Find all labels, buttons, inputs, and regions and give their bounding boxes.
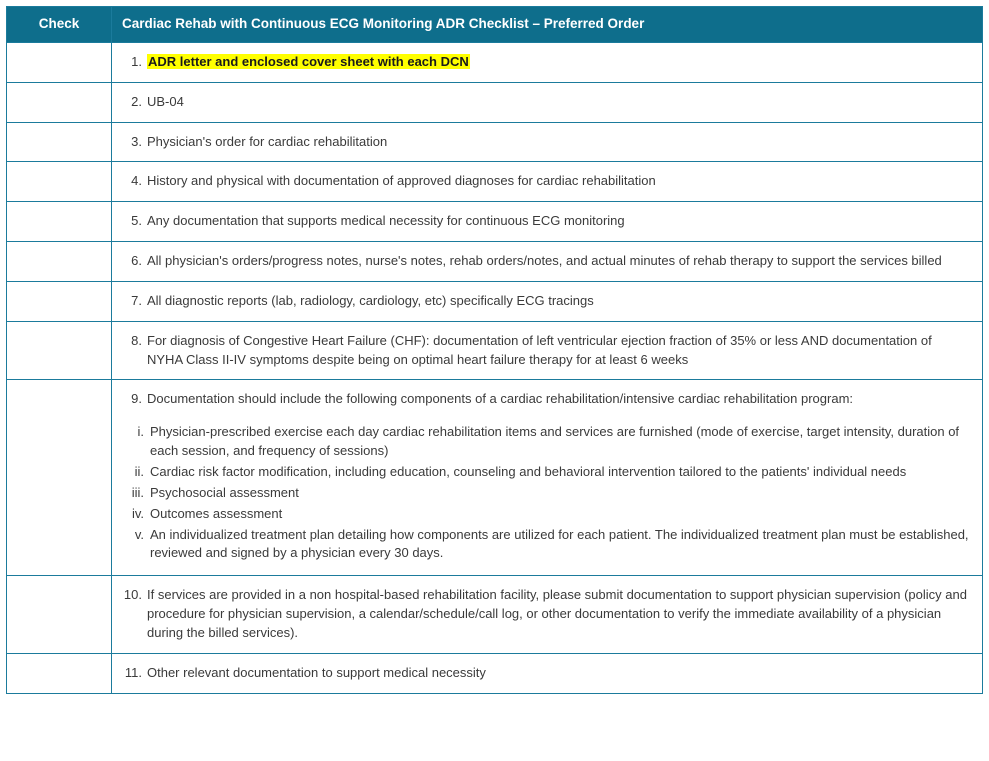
table-row xyxy=(7,576,983,654)
checklist-check-cell[interactable] xyxy=(7,42,112,82)
checklist-item-text-wrap xyxy=(147,332,970,370)
checklist-item-text: Documentation should include the following components of a cardiac rehabilitation/intensive cardiac rehabilitation program: xyxy=(147,391,854,407)
checklist-item-text: History and physical with documentation of approved diagnoses for cardiac rehabilitation xyxy=(147,173,656,189)
table-row xyxy=(7,242,983,282)
checklist-item-text-wrap xyxy=(147,172,970,191)
checklist-check-cell[interactable] xyxy=(7,122,112,162)
checklist-item-text-wrap xyxy=(147,133,970,152)
checklist-item-line xyxy=(122,664,970,683)
checklist-subitem-text: Physician-prescribed exercise each day cardiac rehabilitation items and services are furnished (mode of exercise, target intensity, duration of each session, and frequency of sessions) xyxy=(150,424,960,459)
checklist-item-number: 1. xyxy=(131,53,142,69)
table-row xyxy=(7,162,983,202)
checklist-item-text: All physician's orders/progress notes, nurse's notes, rehab orders/notes, and actual minutes of rehab therapy to support the services billed xyxy=(147,253,942,269)
checklist-check-cell[interactable] xyxy=(7,242,112,282)
checklist-subitem-text: Cardiac risk factor modification, including education, counseling and behavioral intervention tailored to the patients' individual needs xyxy=(150,464,907,479)
checklist-item-cell xyxy=(112,42,983,82)
checklist-item-cell xyxy=(112,242,983,282)
checklist-item-number: 8. xyxy=(131,332,142,348)
checklist-subitem-marker: v. xyxy=(134,526,144,542)
adr-checklist-table xyxy=(6,6,983,694)
checklist-item-cell xyxy=(112,162,983,202)
checklist-check-cell[interactable] xyxy=(7,202,112,242)
checklist-item-line xyxy=(122,252,970,271)
checklist-item-line xyxy=(122,212,970,231)
table-header xyxy=(7,7,983,43)
checklist-check-cell[interactable] xyxy=(7,576,112,654)
checklist-item-line xyxy=(122,586,970,643)
checklist-subitem-marker: iv. xyxy=(131,505,144,521)
checklist-item-cell xyxy=(112,281,983,321)
checklist-item-number: 6. xyxy=(131,253,142,269)
checklist-item-text-wrap xyxy=(147,53,970,72)
checklist-item-text: Any documentation that supports medical necessity for continuous ECG monitoring xyxy=(147,213,625,229)
checklist-check-cell[interactable] xyxy=(7,653,112,693)
checklist-item-line xyxy=(122,133,970,152)
checklist-item-cell xyxy=(112,82,983,122)
checklist-item-text-wrap xyxy=(147,252,970,271)
checklist-item-text: Other relevant documentation to support medical necessity xyxy=(147,664,486,680)
table-body xyxy=(7,42,983,693)
checklist-item-cell xyxy=(112,321,983,380)
checklist-item-text-wrap xyxy=(147,292,970,311)
checklist-check-cell[interactable] xyxy=(7,321,112,380)
checklist-item-text: Physician's order for cardiac rehabilitation xyxy=(147,133,388,149)
checklist-item-number: 3. xyxy=(131,133,142,149)
checklist-item-number: 4. xyxy=(131,173,142,189)
checklist-subitem-marker: i. xyxy=(137,424,144,440)
checklist-item-cell xyxy=(112,576,983,654)
checklist-item-line xyxy=(122,53,970,72)
checklist-item-line xyxy=(122,332,970,370)
table-row xyxy=(7,281,983,321)
list-item xyxy=(122,484,970,503)
header-row xyxy=(7,7,983,43)
checklist-item-text-wrap xyxy=(147,664,970,683)
checklist-check-cell[interactable] xyxy=(7,162,112,202)
checklist-item-text: If services are provided in a non hospital-based rehabilitation facility, please submit documentation to support physician supervision (policy and procedure for physician supervision, a calendar/schedule/call log, or other documentation to verify the immediate availability of a physician during the billed services). xyxy=(147,587,967,640)
checklist-item-cell xyxy=(112,653,983,693)
checklist-item-number: 10. xyxy=(123,587,142,603)
checklist-subitem-text: Psychosocial assessment xyxy=(150,484,299,500)
checklist-item-number: 5. xyxy=(131,213,142,229)
list-item xyxy=(122,505,970,524)
column-header-title: Cardiac Rehab with Continuous ECG Monitoring ADR Checklist – Preferred Order xyxy=(112,7,983,43)
checklist-item-number: 2. xyxy=(131,93,142,109)
table-row xyxy=(7,321,983,380)
checklist-item-text-wrap xyxy=(147,93,970,112)
checklist-subitem-text: Outcomes assessment xyxy=(150,505,283,521)
checklist-item-number: 9. xyxy=(131,391,142,407)
checklist-item-cell xyxy=(112,202,983,242)
checklist-item-number: 7. xyxy=(131,292,142,308)
checklist-item-number: 11. xyxy=(124,664,142,680)
list-item xyxy=(122,463,970,482)
checklist-item-line xyxy=(122,390,970,409)
table-row xyxy=(7,122,983,162)
checklist-item-line xyxy=(122,172,970,191)
checklist-subitem-text: An individualized treatment plan detailing how components are utilized for each patient. The individualized treatment plan must be established, reviewed and signed by a physician every 30 days. xyxy=(150,526,969,561)
checklist-check-cell[interactable] xyxy=(7,380,112,576)
checklist-item-text: For diagnosis of Congestive Heart Failure (CHF): documentation of left ventricular ejection fraction of 35% or less AND documentation of NYHA Class II-IV symptoms despite being on optimal heart failure therapy for at least 6 weeks xyxy=(147,332,932,367)
list-item xyxy=(122,526,970,564)
checklist-check-cell[interactable] xyxy=(7,281,112,321)
checklist-subitem-marker: iii. xyxy=(131,484,144,500)
table-row xyxy=(7,380,983,576)
column-header-check: Check xyxy=(7,7,112,43)
checklist-subitem-marker: ii. xyxy=(134,464,144,479)
checklist-item-text: All diagnostic reports (lab, radiology, cardiology, etc) specifically ECG tracings xyxy=(147,292,594,308)
checklist-item-text: UB-04 xyxy=(147,93,184,109)
table-row xyxy=(7,653,983,693)
checklist-subitem-list xyxy=(122,423,970,563)
checklist-item-text-wrap xyxy=(147,212,970,231)
table-row xyxy=(7,42,983,82)
checklist-item-cell xyxy=(112,122,983,162)
checklist-item-text-wrap xyxy=(147,390,970,409)
table-row xyxy=(7,82,983,122)
checklist-item-text-wrap xyxy=(147,586,970,643)
checklist-item-text: ADR letter and enclosed cover sheet with each DCN xyxy=(148,53,469,69)
checklist-item-line xyxy=(122,292,970,311)
table-row xyxy=(7,202,983,242)
list-item xyxy=(122,423,970,461)
checklist-item-line xyxy=(122,93,970,112)
checklist-check-cell[interactable] xyxy=(7,82,112,122)
checklist-item-cell xyxy=(112,380,983,576)
